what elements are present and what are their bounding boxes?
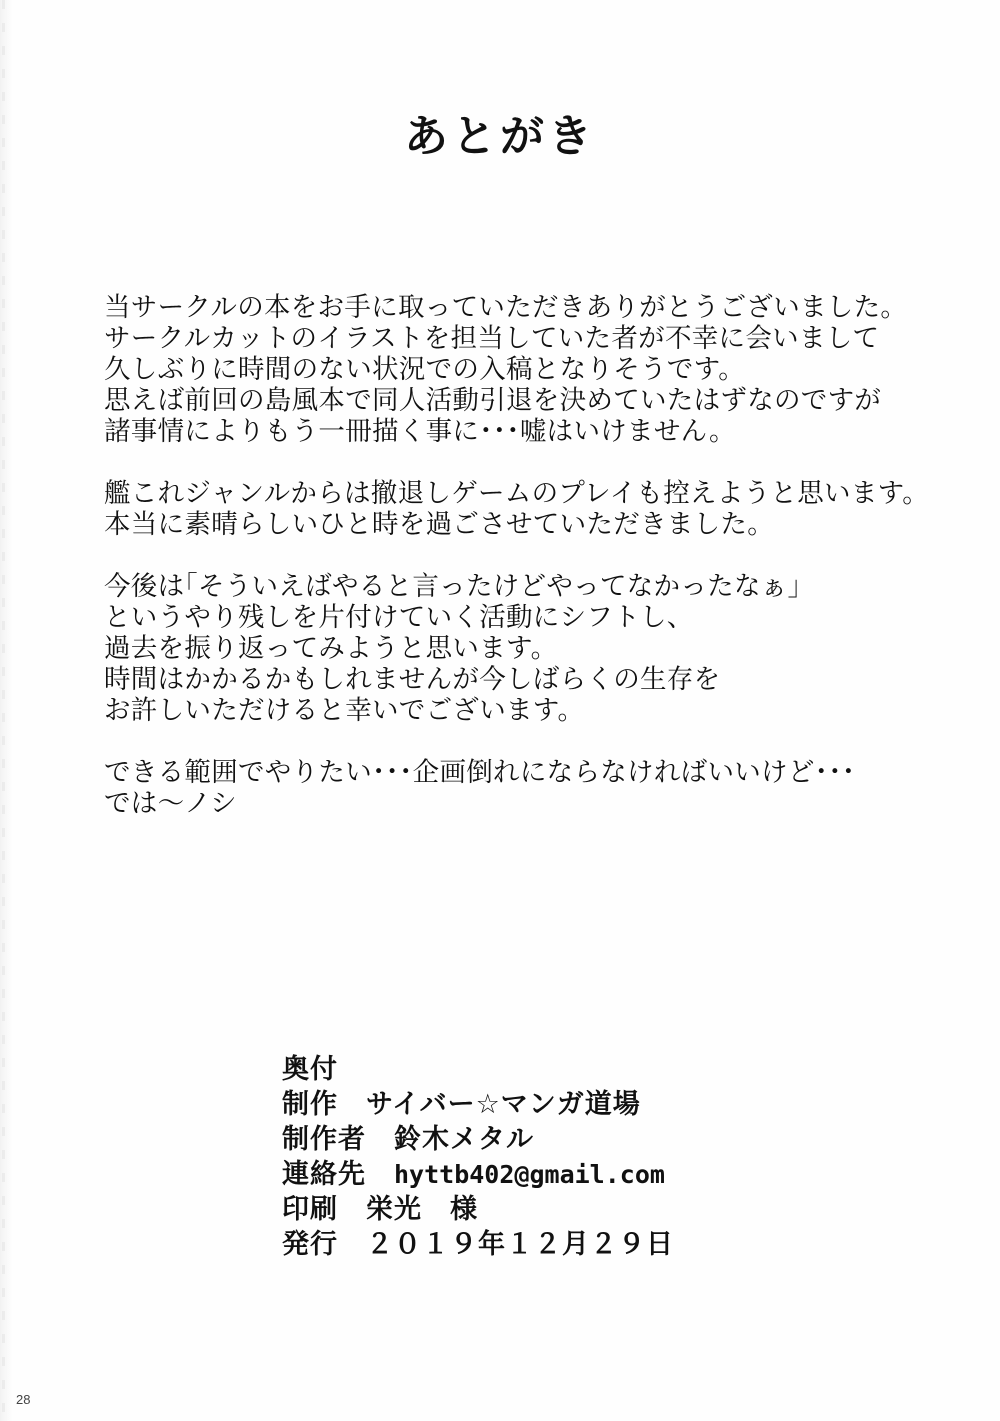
colophon-value: 栄光 様 (366, 1194, 478, 1225)
colophon-row-author (282, 1122, 674, 1157)
colophon-label: 印刷 (282, 1194, 366, 1225)
colophon-row-published (282, 1227, 674, 1262)
text-line: 過去を振り返ってみようと思います。 (104, 633, 558, 664)
text-line: サークルカットのイラストを担当していた者が不幸に会いまして (104, 323, 880, 354)
text-line: 諸事情によりもう一冊描く事に･･･嘘はいけません。 (104, 416, 736, 447)
colophon-label: 連絡先 (282, 1159, 394, 1190)
colophon-row-production (282, 1087, 674, 1122)
text-line: というやり残しを片付けていく活動にシフトし、 (104, 602, 694, 633)
colophon-value: 鈴木メタル (394, 1124, 534, 1155)
colophon-block (282, 1052, 674, 1262)
page-title: あとがき (404, 111, 596, 162)
colophon-row-printer (282, 1192, 674, 1227)
colophon-value-email: hyttb402@gmail.com (394, 1160, 665, 1189)
page-number: 28 (16, 1392, 31, 1407)
text-line: 時間はかかるかもしれませんが今しばらくの生存を (104, 664, 721, 695)
colophon-heading: 奥付 (282, 1054, 338, 1085)
text-line: 当サークルの本をお手に取っていただきありがとうございました。 (104, 292, 908, 323)
colophon-value: サイバー☆マンガ道場 (366, 1089, 641, 1120)
text-line: お許しいただけると幸いでございます。 (104, 695, 585, 726)
text-line: できる範囲でやりたい･･･企画倒れにならなければいいけど･･･ (104, 757, 856, 788)
text-line: 本当に素晴らしいひと時を過ごさせていただきました。 (104, 509, 774, 540)
text-line: 思えば前回の島風本で同人活動引退を決めていたはずなのですが (104, 385, 882, 416)
afterword-body (104, 292, 930, 819)
text-line: 今後は｢そういえばやると言ったけどやってなかったなぁ｣ (104, 571, 802, 602)
paragraph-3 (104, 571, 924, 726)
paper-edge-texture (0, 0, 14, 1421)
paragraph-4 (104, 757, 924, 819)
text-line: 艦これジャンルからは撤退しゲームのプレイも控えようと思います。 (104, 478, 930, 509)
colophon-row-contact (282, 1157, 674, 1192)
colophon-label: 制作者 (282, 1124, 394, 1155)
text-line: では～ノシ (104, 788, 237, 819)
text-line: 久しぶりに時間のない状況での入稿となりそうです。 (104, 354, 746, 385)
colophon-label: 制作 (282, 1089, 366, 1120)
paragraph-1 (104, 292, 924, 447)
colophon-value: ２０１９年１２月２９日 (366, 1229, 674, 1260)
colophon-label: 発行 (282, 1229, 366, 1260)
paragraph-2 (104, 478, 930, 540)
